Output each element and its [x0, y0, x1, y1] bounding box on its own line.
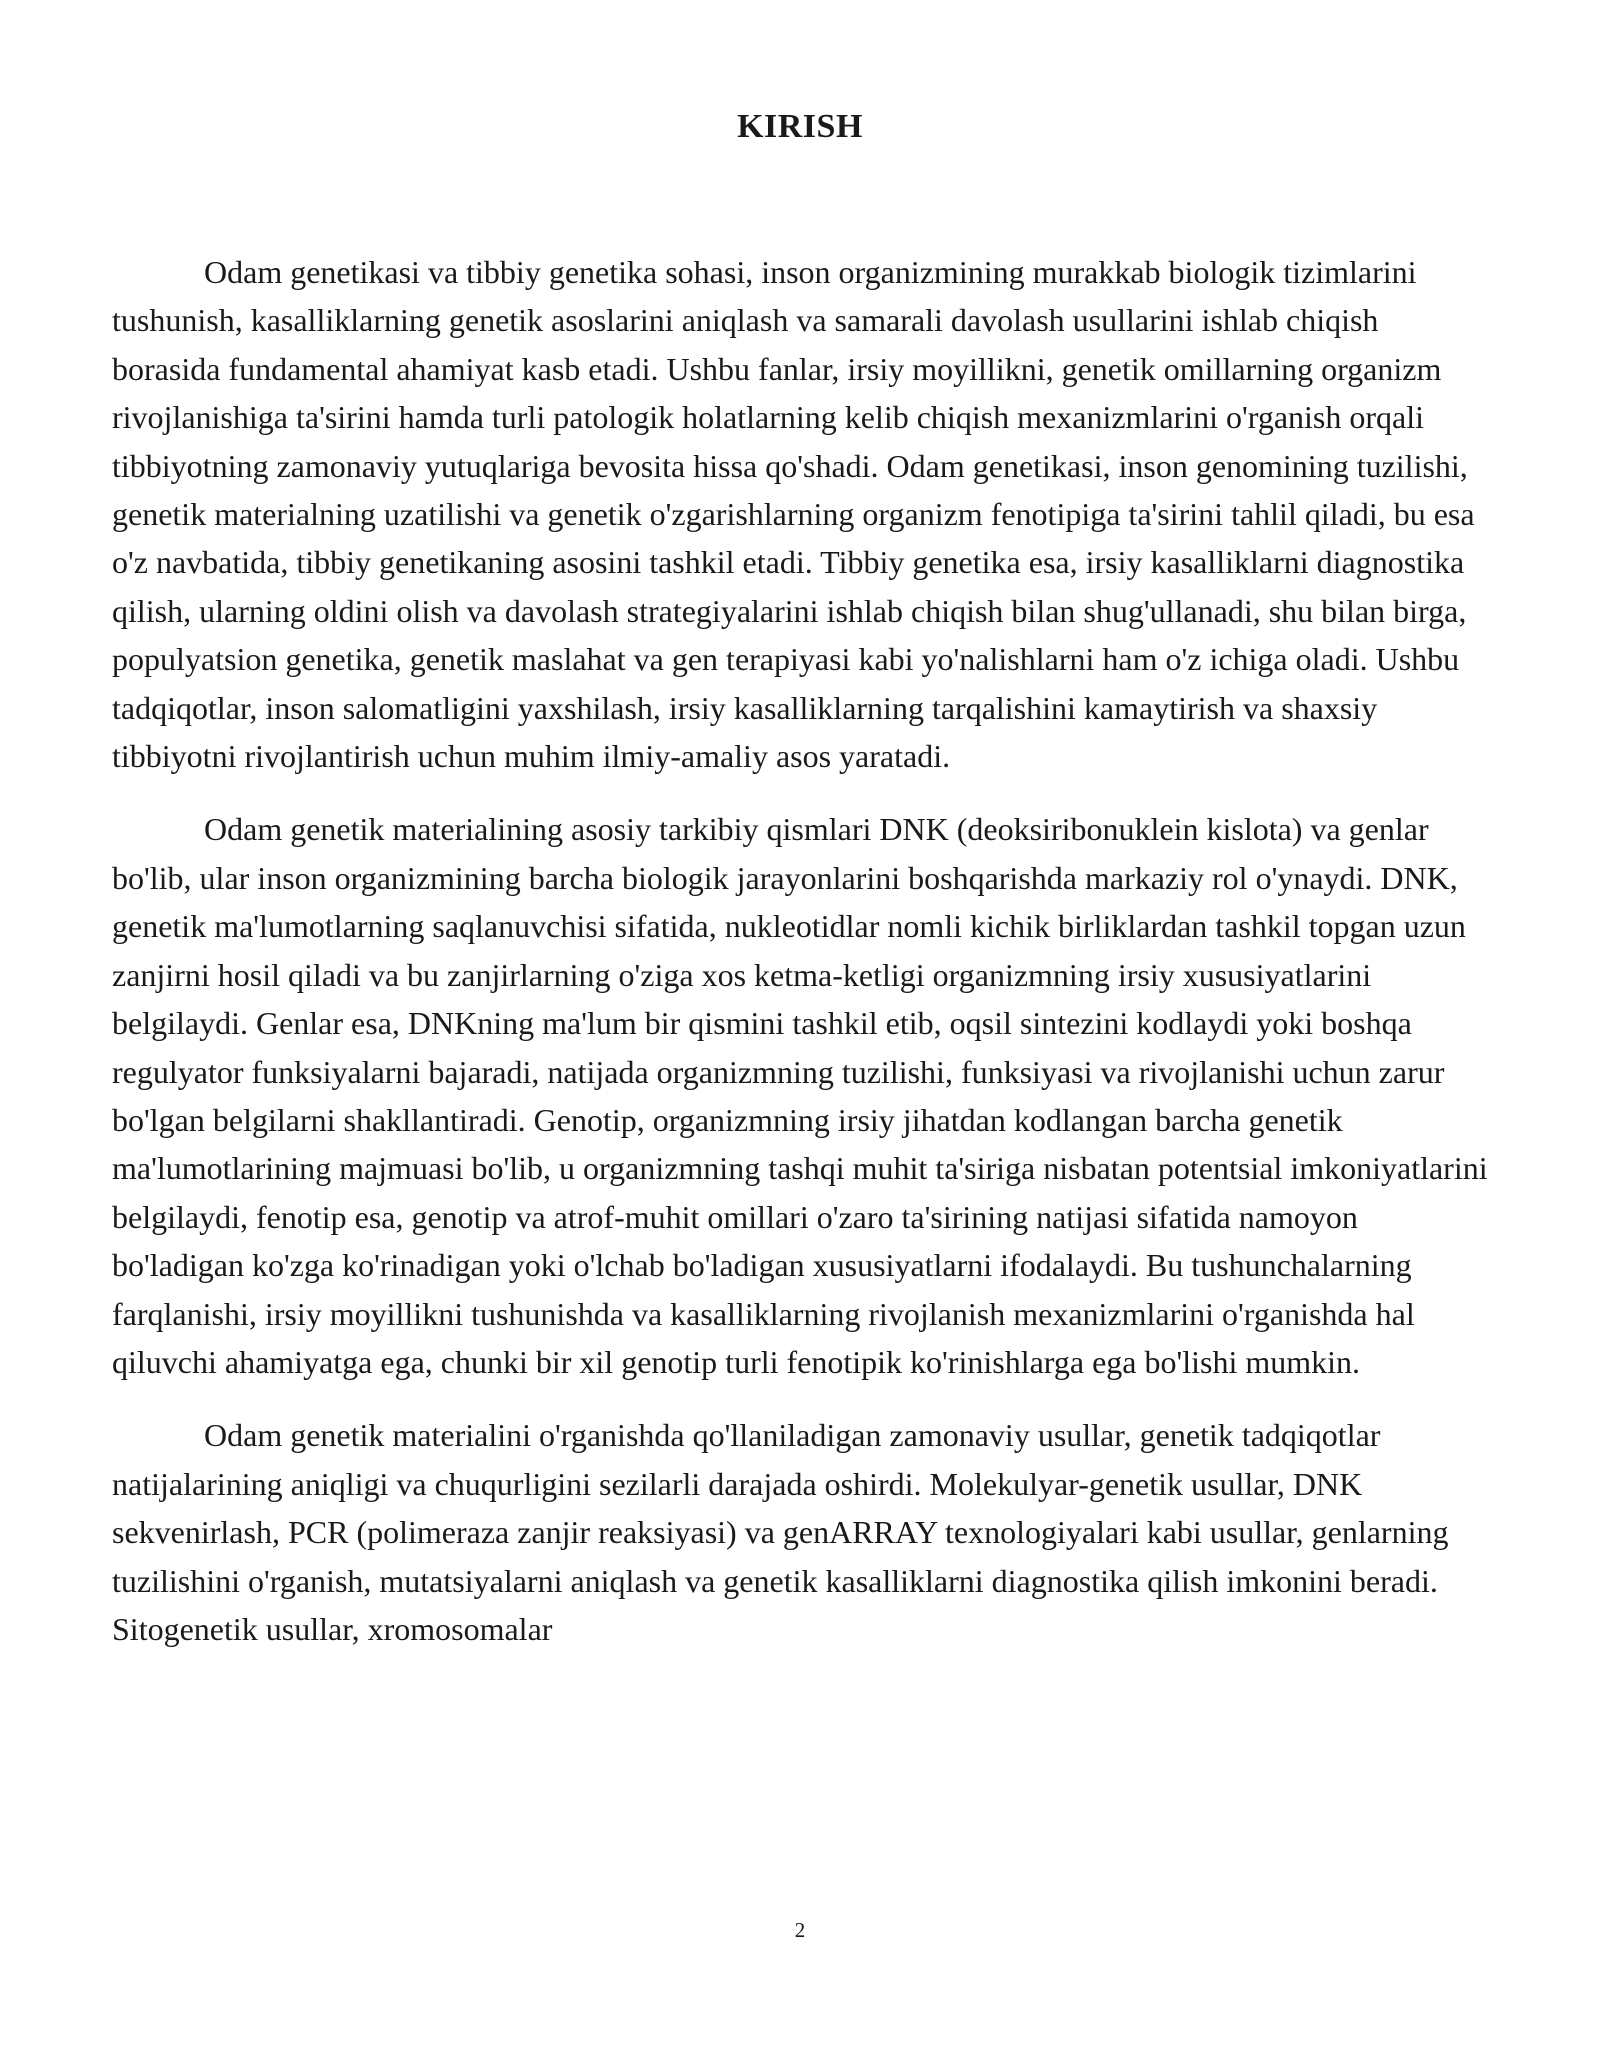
paragraph-2: Odam genetik materialining asosiy tarkibiy qismlari DNK (deoksiribonuklein kislota) va genlar bo'lib, ular inson organizmining barcha biologik jarayonlarini boshqarishda markaziy rol o'ynaydi. DNK, genetik ma'lumotlarning saqlanuvchisi sifatida, nukleotidlar nomli kichik birliklardan tashkil topgan uzun zanjirni hosil qiladi va bu zanjirlarning o'ziga xos ketma-ketligi organizmning irsiy xususiyatlarini belgilaydi. Genlar esa, DNKning ma'lum bir qismini tashkil etib, oqsil sintezini kodlaydi yoki boshqa regulyator funksiyalarni bajaradi, natijada organizmning tuzilishi, funksiyasi va rivojlanishi uchun zarur bo'lgan belgilarni shakllantiradi. Genotip, organizmning irsiy jihatdan kodlangan barcha genetik ma'lumotlarining majmuasi bo'lib, u organizmning tashqi muhit ta'siriga nisbatan potentsial imkoniyatlarini belgilaydi, fenotip esa, genotip va atrof-muhit omillari o'zaro ta'sirining natijasi sifatida namoyon bo'ladigan ko'zga ko'rinadigan yoki o'lchab bo'ladigan xususiyatlarni ifodalaydi. Bu tushunchalarning farqlanishi, irsiy moyillikni tushunishda va kasalliklarning rivojlanish mexanizmlarini o'rganishda hal qiluvchi ahamiyatga ega, chunki bir xil genotip turli fenotipik ko'rinishlarga ega bo'lishi mumkin. [112, 811, 1488, 1380]
document-body [112, 248, 1492, 1678]
paragraph-3: Odam genetik materialini o'rganishda qo'llaniladigan zamonaviy usullar, genetik tadqiqotlar natijalarining aniqligi va chuqurligini sezilarli darajada oshirdi. Molekulyar-genetik usullar, DNK sekvenirlash, PCR (polimeraza zanjir reaksiyasi) va genARRAY texnologiyalari kabi usullar, genlarning tuzilishini o'rganish, mutatsiyalarni aniqlash va genetik kasalliklarni diagnostika qilish imkonini beradi. Sitogenetik usullar, xromosomalar [112, 1417, 1449, 1647]
page-number: 2 [794, 1918, 806, 1942]
page-title: KIRISH [737, 108, 863, 145]
paragraph-1: Odam genetikasi va tibbiy genetika sohasi, inson organizmining murakkab biologik tizimlarini tushunish, kasalliklarning genetik asoslarini aniqlash va samarali davolash usullarini ishlab chiqish borasida fundamental ahamiyat kasb etadi. Ushbu fanlar, irsiy moyillikni, genetik omillarning organizm rivojlanishiga ta'sirini hamda turli patologik holatlarning kelib chiqish mexanizmlarini o'rganish orqali tibbiyotning zamonaviy yutuqlariga bevosita hissa qo'shadi. Odam genetikasi, inson genomining tuzilishi, genetik materialning uzatilishi va genetik o'zgarishlarning organizm fenotipiga ta'sirini tahlil qiladi, bu esa o'z navbatida, tibbiy genetikaning asosini tashkil etadi. Tibbiy genetika esa, irsiy kasalliklarni diagnostika qilish, ularning oldini olish va davolash strategiyalarini ishlab chiqish bilan shug'ullanadi, shu bilan birga, populyatsion genetika, genetik maslahat va gen terapiyasi kabi yo'nalishlarni ham o'z ichiga oladi. Ushbu tadqiqotlar, inson salomatligini yaxshilash, irsiy kasalliklarning tarqalishini kamaytirish va shaxsiy tibbiyotni rivojlantirish uchun muhim ilmiy-amaliy asos yaratadi. [112, 254, 1475, 775]
